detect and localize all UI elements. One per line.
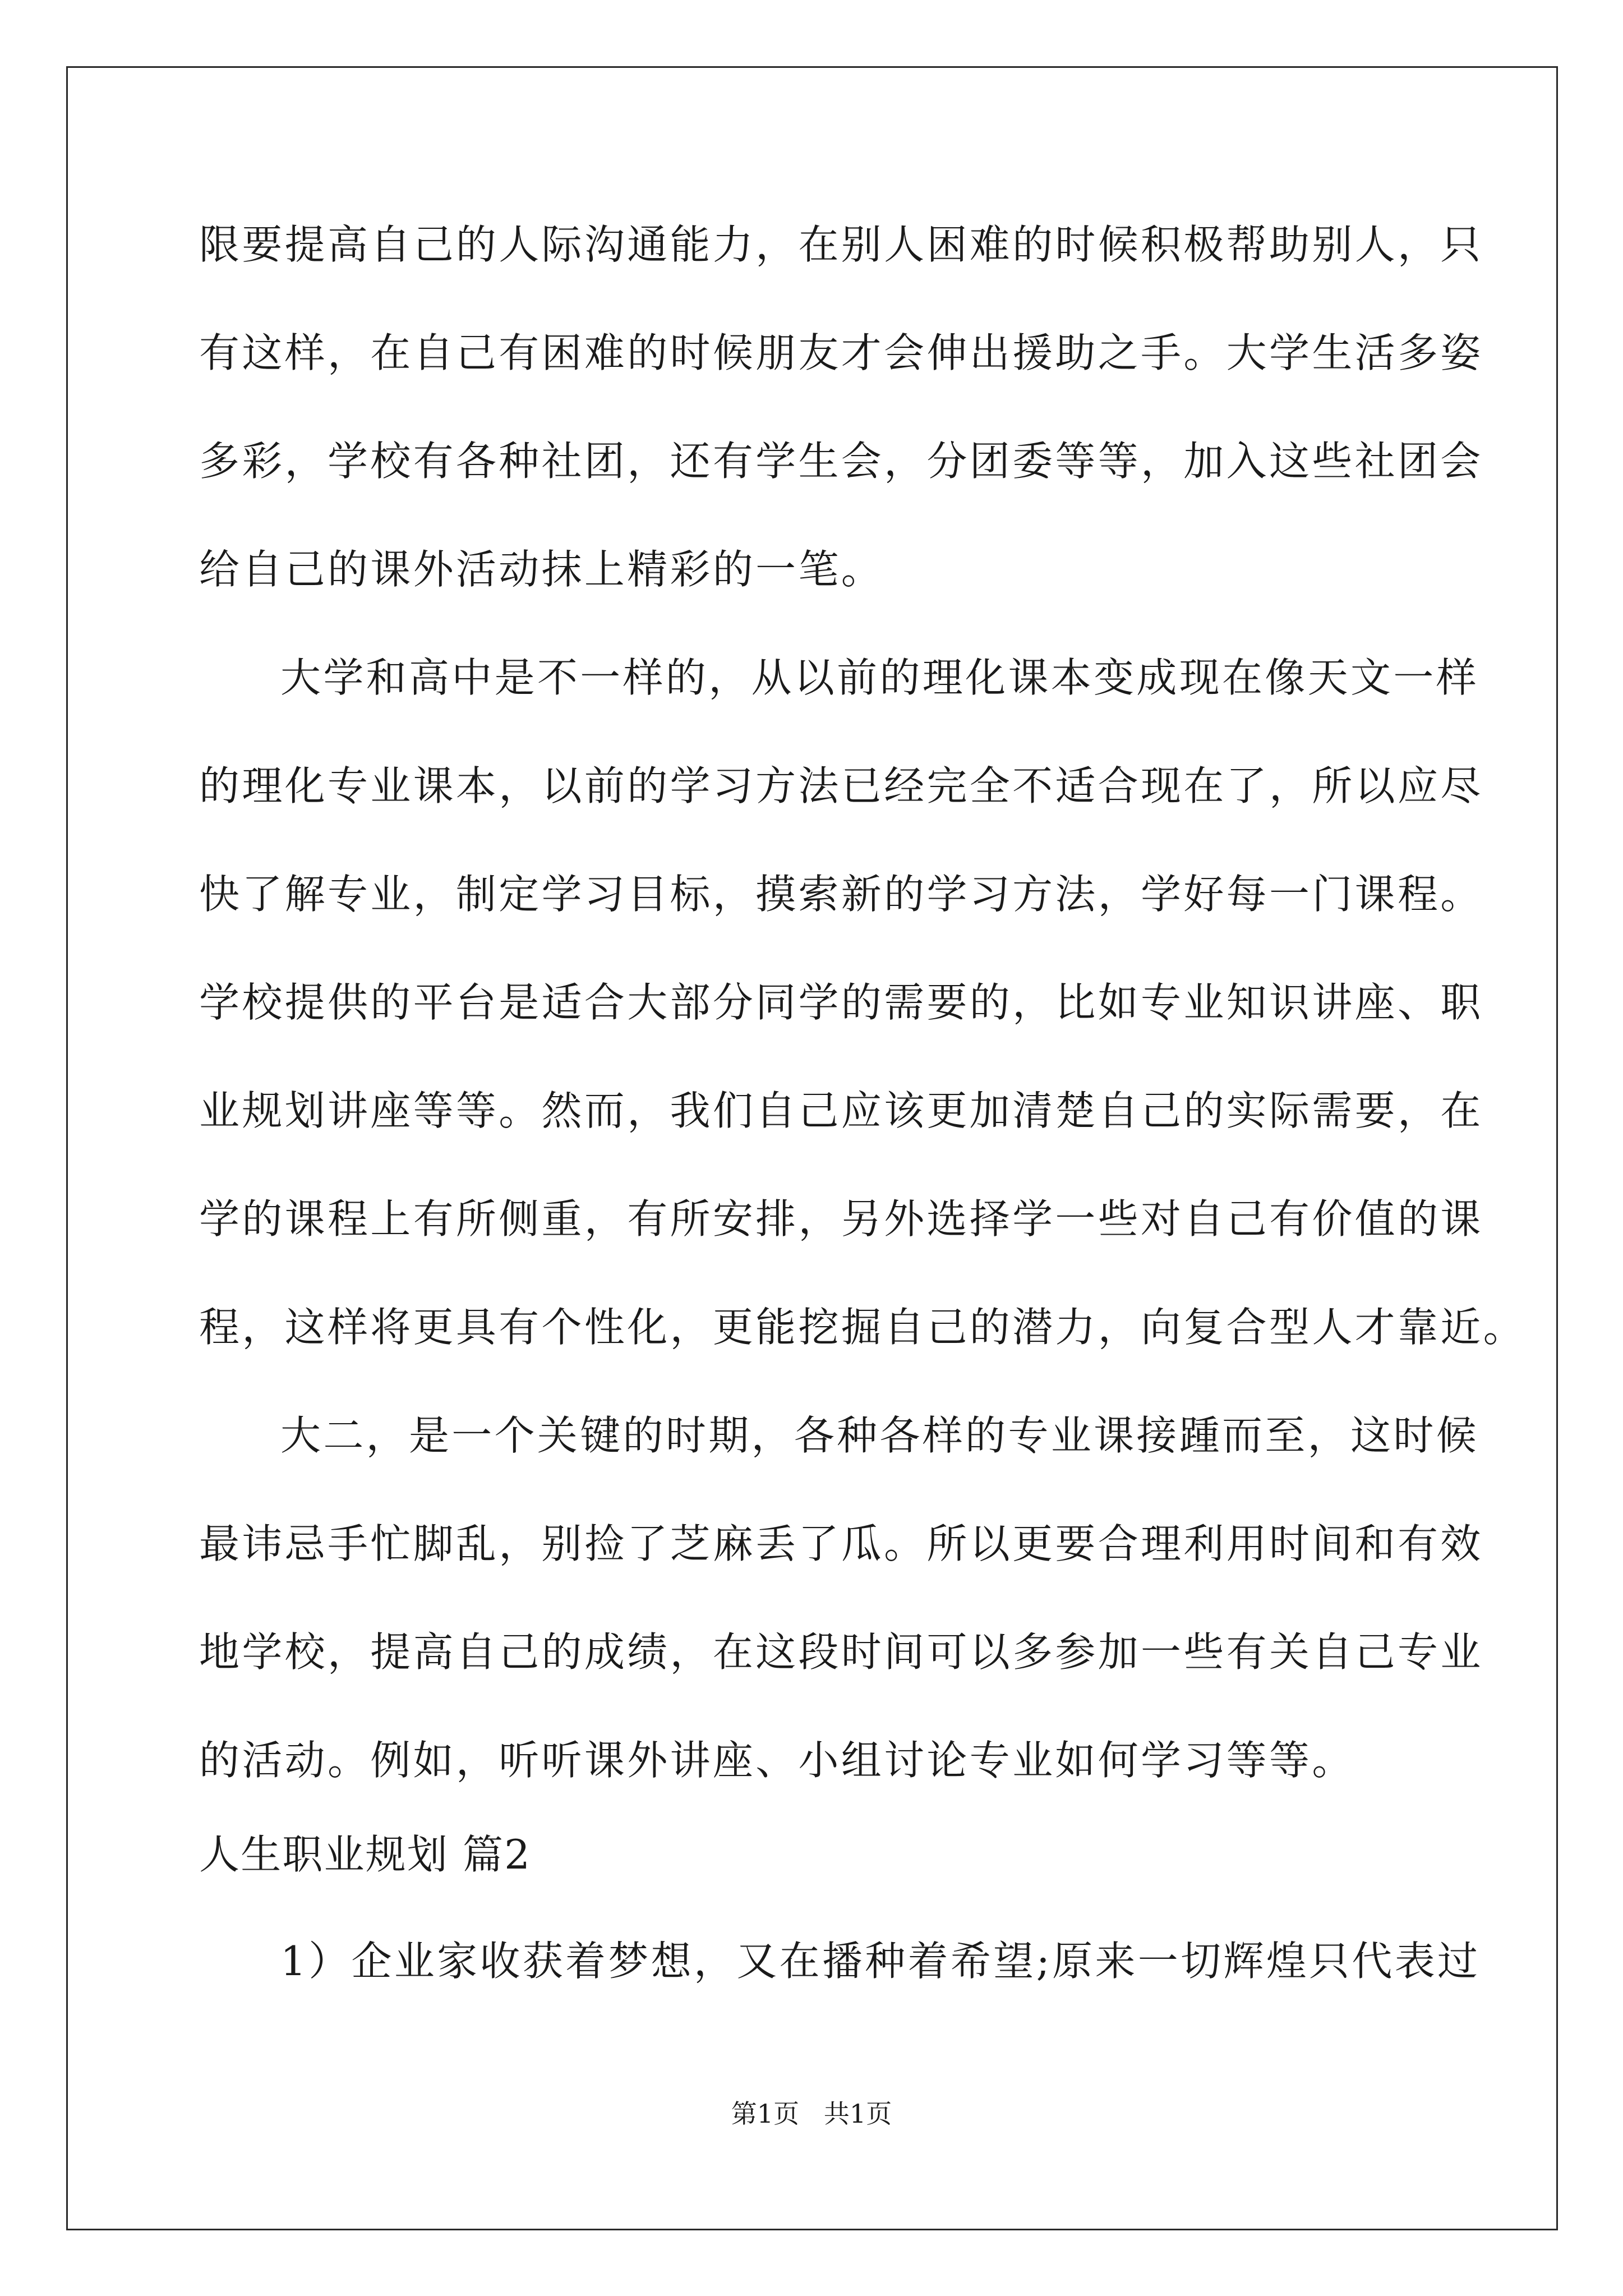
paragraph-line: 快了解专业，制定学习目标，摸索新的学习方法，学好每一门课程。 bbox=[199, 871, 1483, 918]
paragraph-line: 最讳忌手忙脚乱，别捡了芝麻丢了瓜。所以更要合理利用时间和有效 bbox=[199, 1520, 1483, 1567]
paragraph-line: 大二，是一个关键的时期，各种各样的专业课接踵而至，这时候 bbox=[280, 1412, 1479, 1459]
paragraph-line: 1）企业家收获着梦想，又在播种着希望;原来一切辉煌只代表过 bbox=[280, 1938, 1481, 1985]
paragraph-line: 限要提高自己的人际沟通能力，在别人困难的时候积极帮助别人，只 bbox=[199, 221, 1483, 268]
paragraph-line: 多彩，学校有各种社团，还有学生会，分团委等等，加入这些社团会 bbox=[199, 438, 1483, 485]
page-border bbox=[66, 66, 1558, 2230]
page-number-footer: 第1页 共1页 bbox=[731, 2099, 892, 2129]
paragraph-line: 学的课程上有所侧重，有所安排，另外选择学一些对自己有价值的课 bbox=[199, 1195, 1483, 1243]
paragraph-line: 给自己的课外活动抹上精彩的一笔。 bbox=[199, 546, 884, 593]
paragraph-line: 业规划讲座等等。然而，我们自己应该更加清楚自己的实际需要，在 bbox=[199, 1087, 1483, 1134]
paragraph-line: 有这样，在自己有困难的时候朋友才会伸出援助之手。大学生活多姿 bbox=[199, 329, 1483, 376]
paragraph-line: 地学校，提高自己的成绩，在这段时间可以多参加一些有关自己专业 bbox=[199, 1628, 1483, 1676]
section-heading: 人生职业规划 篇2 bbox=[199, 1831, 532, 1878]
paragraph-line: 的活动。例如，听听课外讲座、小组讨论专业如何学习等等。 bbox=[199, 1737, 1355, 1784]
paragraph-line: 程，这样将更具有个性化，更能挖掘自己的潜力，向复合型人才靠近。 bbox=[199, 1304, 1526, 1351]
paragraph-line: 学校提供的平台是适合大部分同学的需要的，比如专业知识讲座、职 bbox=[199, 979, 1483, 1026]
paragraph-line: 的理化专业课本，以前的学习方法已经完全不适合现在了，所以应尽 bbox=[199, 762, 1483, 809]
paragraph-line: 大学和高中是不一样的，从以前的理化课本变成现在像天文一样 bbox=[280, 654, 1479, 701]
